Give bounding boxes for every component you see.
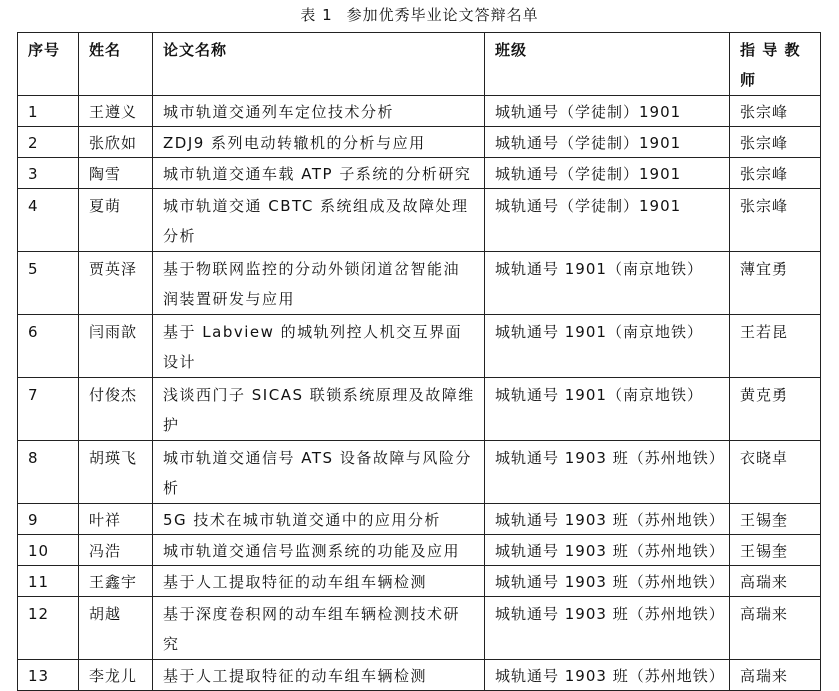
table-row — [18, 127, 821, 158]
cell-class: 城轨通号 1903 班（苏州地铁） — [485, 535, 730, 566]
table-row — [18, 96, 821, 127]
cell-name: 叶祥 — [79, 504, 153, 535]
cell-no: 11 — [18, 566, 79, 597]
cell-advisor: 黄克勇 — [730, 378, 821, 441]
cell-name: 贾英泽 — [79, 252, 153, 315]
cell-no: 9 — [18, 504, 79, 535]
header-name: 姓名 — [79, 33, 153, 96]
cell-no: 10 — [18, 535, 79, 566]
cell-title: 基于人工提取特征的动车组车辆检测 — [153, 660, 485, 691]
cell-class: 城轨通号 1903 班（苏州地铁） — [485, 504, 730, 535]
cell-title: 城市轨道交通信号监测系统的功能及应用 — [153, 535, 485, 566]
table-row — [18, 566, 821, 597]
cell-name: 王遵义 — [79, 96, 153, 127]
cell-title: ZDJ9 系列电动转辙机的分析与应用 — [153, 127, 485, 158]
cell-title: 基于物联网监控的分动外锁闭道岔智能油润装置研发与应用 — [153, 252, 485, 315]
cell-advisor: 薄宜勇 — [730, 252, 821, 315]
table-row — [18, 535, 821, 566]
header-no: 序号 — [18, 33, 79, 96]
cell-advisor: 高瑞来 — [730, 566, 821, 597]
cell-no: 1 — [18, 96, 79, 127]
cell-no: 7 — [18, 378, 79, 441]
cell-title: 城市轨道交通列车定位技术分析 — [153, 96, 485, 127]
roster-table — [17, 32, 821, 691]
cell-advisor: 王锡奎 — [730, 504, 821, 535]
table-row — [18, 252, 821, 315]
cell-title: 基于 Labview 的城轨列控人机交互界面设计 — [153, 315, 485, 378]
cell-name: 夏萌 — [79, 189, 153, 252]
table-row — [18, 597, 821, 660]
header-title: 论文名称 — [153, 33, 485, 96]
table-caption — [0, 4, 839, 25]
cell-advisor: 高瑞来 — [730, 660, 821, 691]
cell-name: 张欣如 — [79, 127, 153, 158]
table-row — [18, 504, 821, 535]
cell-no: 4 — [18, 189, 79, 252]
cell-name: 胡瑛飞 — [79, 441, 153, 504]
cell-title: 城市轨道交通车载 ATP 子系统的分析研究 — [153, 158, 485, 189]
cell-title: 基于深度卷积网的动车组车辆检测技术研究 — [153, 597, 485, 660]
cell-title: 浅谈西门子 SICAS 联锁系统原理及故障维护 — [153, 378, 485, 441]
cell-title: 城市轨道交通信号 ATS 设备故障与风险分析 — [153, 441, 485, 504]
caption-text: 参加优秀毕业论文答辩名单 — [346, 6, 539, 24]
cell-class: 城轨通号（学徒制）1901 — [485, 189, 730, 252]
cell-name: 陶雪 — [79, 158, 153, 189]
table-header-row — [18, 33, 821, 96]
caption-label: 表 1 — [300, 6, 333, 24]
cell-name: 胡越 — [79, 597, 153, 660]
cell-class: 城轨通号 1901（南京地铁） — [485, 378, 730, 441]
header-class: 班级 — [485, 33, 730, 96]
cell-class: 城轨通号 1903 班（苏州地铁） — [485, 660, 730, 691]
cell-name: 闫雨歆 — [79, 315, 153, 378]
cell-class: 城轨通号 1903 班（苏州地铁） — [485, 597, 730, 660]
cell-advisor: 张宗峰 — [730, 127, 821, 158]
table-row — [18, 158, 821, 189]
cell-advisor: 王锡奎 — [730, 535, 821, 566]
cell-name: 冯浩 — [79, 535, 153, 566]
cell-title: 5G 技术在城市轨道交通中的应用分析 — [153, 504, 485, 535]
cell-title: 基于人工提取特征的动车组车辆检测 — [153, 566, 485, 597]
cell-name: 付俊杰 — [79, 378, 153, 441]
cell-title: 城市轨道交通 CBTC 系统组成及故障处理分析 — [153, 189, 485, 252]
cell-advisor: 张宗峰 — [730, 158, 821, 189]
cell-advisor: 王若昆 — [730, 315, 821, 378]
cell-no: 6 — [18, 315, 79, 378]
cell-no: 8 — [18, 441, 79, 504]
cell-no: 12 — [18, 597, 79, 660]
cell-no: 2 — [18, 127, 79, 158]
cell-advisor: 张宗峰 — [730, 96, 821, 127]
header-advisor: 指 导 教 师 — [730, 33, 821, 96]
cell-class: 城轨通号（学徒制）1901 — [485, 96, 730, 127]
cell-no: 5 — [18, 252, 79, 315]
table-row — [18, 189, 821, 252]
cell-name: 王鑫宇 — [79, 566, 153, 597]
cell-class: 城轨通号 1901（南京地铁） — [485, 252, 730, 315]
cell-class: 城轨通号 1903 班（苏州地铁） — [485, 441, 730, 504]
table-row — [18, 315, 821, 378]
cell-no: 13 — [18, 660, 79, 691]
table-row — [18, 378, 821, 441]
table-row — [18, 441, 821, 504]
cell-class: 城轨通号 1901（南京地铁） — [485, 315, 730, 378]
cell-class: 城轨通号（学徒制）1901 — [485, 127, 730, 158]
cell-name: 李龙儿 — [79, 660, 153, 691]
cell-class: 城轨通号 1903 班（苏州地铁） — [485, 566, 730, 597]
cell-advisor: 高瑞来 — [730, 597, 821, 660]
table-row — [18, 660, 821, 691]
cell-advisor: 张宗峰 — [730, 189, 821, 252]
cell-no: 3 — [18, 158, 79, 189]
cell-advisor: 衣晓卓 — [730, 441, 821, 504]
cell-class: 城轨通号（学徒制）1901 — [485, 158, 730, 189]
